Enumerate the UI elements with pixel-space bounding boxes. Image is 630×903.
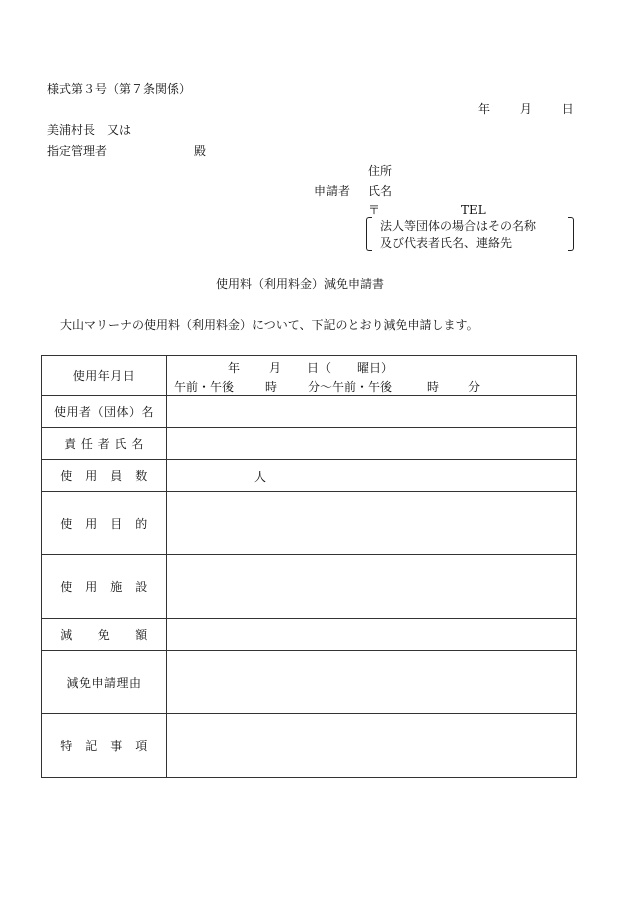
corporate-note-line2: 及び代表者氏名、連絡先 [380, 236, 513, 250]
user-group-label: 使用者（団体）名 [42, 396, 167, 428]
special-notes-label: 特 記 事 項 [42, 714, 167, 778]
usage-end-hour: 時 [427, 380, 440, 394]
applicant-label: 申請者 [314, 184, 351, 198]
corporate-note-line1: 法人等団体の場合はその名称 [380, 219, 537, 233]
usage-weekday: 曜日） [357, 361, 394, 375]
facility-label: 使 用 施 設 [42, 555, 167, 619]
usage-date-field[interactable] [167, 356, 577, 396]
date-year: 年 [478, 102, 491, 116]
application-table [41, 355, 577, 778]
special-notes-field[interactable] [167, 714, 577, 778]
table-row-exemption-reason [42, 651, 577, 714]
usage-date-label: 使用年月日 [42, 356, 167, 396]
usage-day: 日（ [307, 361, 332, 375]
purpose-field[interactable] [167, 492, 577, 555]
table-row-user-group [42, 396, 577, 428]
table-row-responsible-person [42, 428, 577, 460]
tel-label: TEL [461, 203, 486, 217]
addressee-line1: 美浦村長 又は [47, 123, 132, 137]
address-label: 住所 [368, 164, 393, 178]
bracket-left [366, 217, 372, 251]
table-row-usage-date [42, 356, 577, 396]
usage-start-ampm: 午前・午後 [174, 380, 235, 394]
table-row-facility [42, 555, 577, 619]
exemption-reason-field[interactable] [167, 651, 577, 714]
usage-time-range: 分～午前・午後 [308, 380, 393, 394]
document-title: 使用料（利用料金）減免申請書 [216, 277, 385, 291]
table-row-purpose [42, 492, 577, 555]
people-unit: 人 [254, 470, 267, 484]
responsible-person-field[interactable] [167, 428, 577, 460]
submission-date [478, 101, 574, 117]
exemption-amount-field[interactable] [167, 619, 577, 651]
date-day: 日 [561, 102, 574, 116]
exemption-reason-label: 減免申請理由 [42, 651, 167, 714]
addressee-line2: 指定管理者 [47, 144, 108, 158]
usage-month: 月 [269, 361, 282, 375]
people-count-label: 使 用 員 数 [42, 460, 167, 492]
usage-start-hour: 時 [265, 380, 278, 394]
table-row-exemption-amount [42, 619, 577, 651]
facility-field[interactable] [167, 555, 577, 619]
date-month: 月 [519, 102, 532, 116]
usage-end-minute: 分 [468, 380, 481, 394]
exemption-amount-label: 減 免 額 [42, 619, 167, 651]
user-group-field[interactable] [167, 396, 577, 428]
people-count-field[interactable] [167, 460, 577, 492]
table-row-special-notes [42, 714, 577, 778]
bracket-right [568, 217, 574, 251]
form-number: 様式第３号（第７条関係） [47, 82, 192, 96]
addressee-honorific: 殿 [194, 144, 207, 158]
responsible-person-label: 責 任 者 氏 名 [42, 428, 167, 460]
postal-mark: 〒 [368, 203, 381, 217]
name-label: 氏名 [368, 184, 393, 198]
purpose-label: 使 用 目 的 [42, 492, 167, 555]
intro-text: 大山マリーナの使用料（利用料金）について、下記のとおり減免申請します。 [60, 318, 479, 332]
usage-year: 年 [228, 361, 241, 375]
table-row-people-count [42, 460, 577, 492]
